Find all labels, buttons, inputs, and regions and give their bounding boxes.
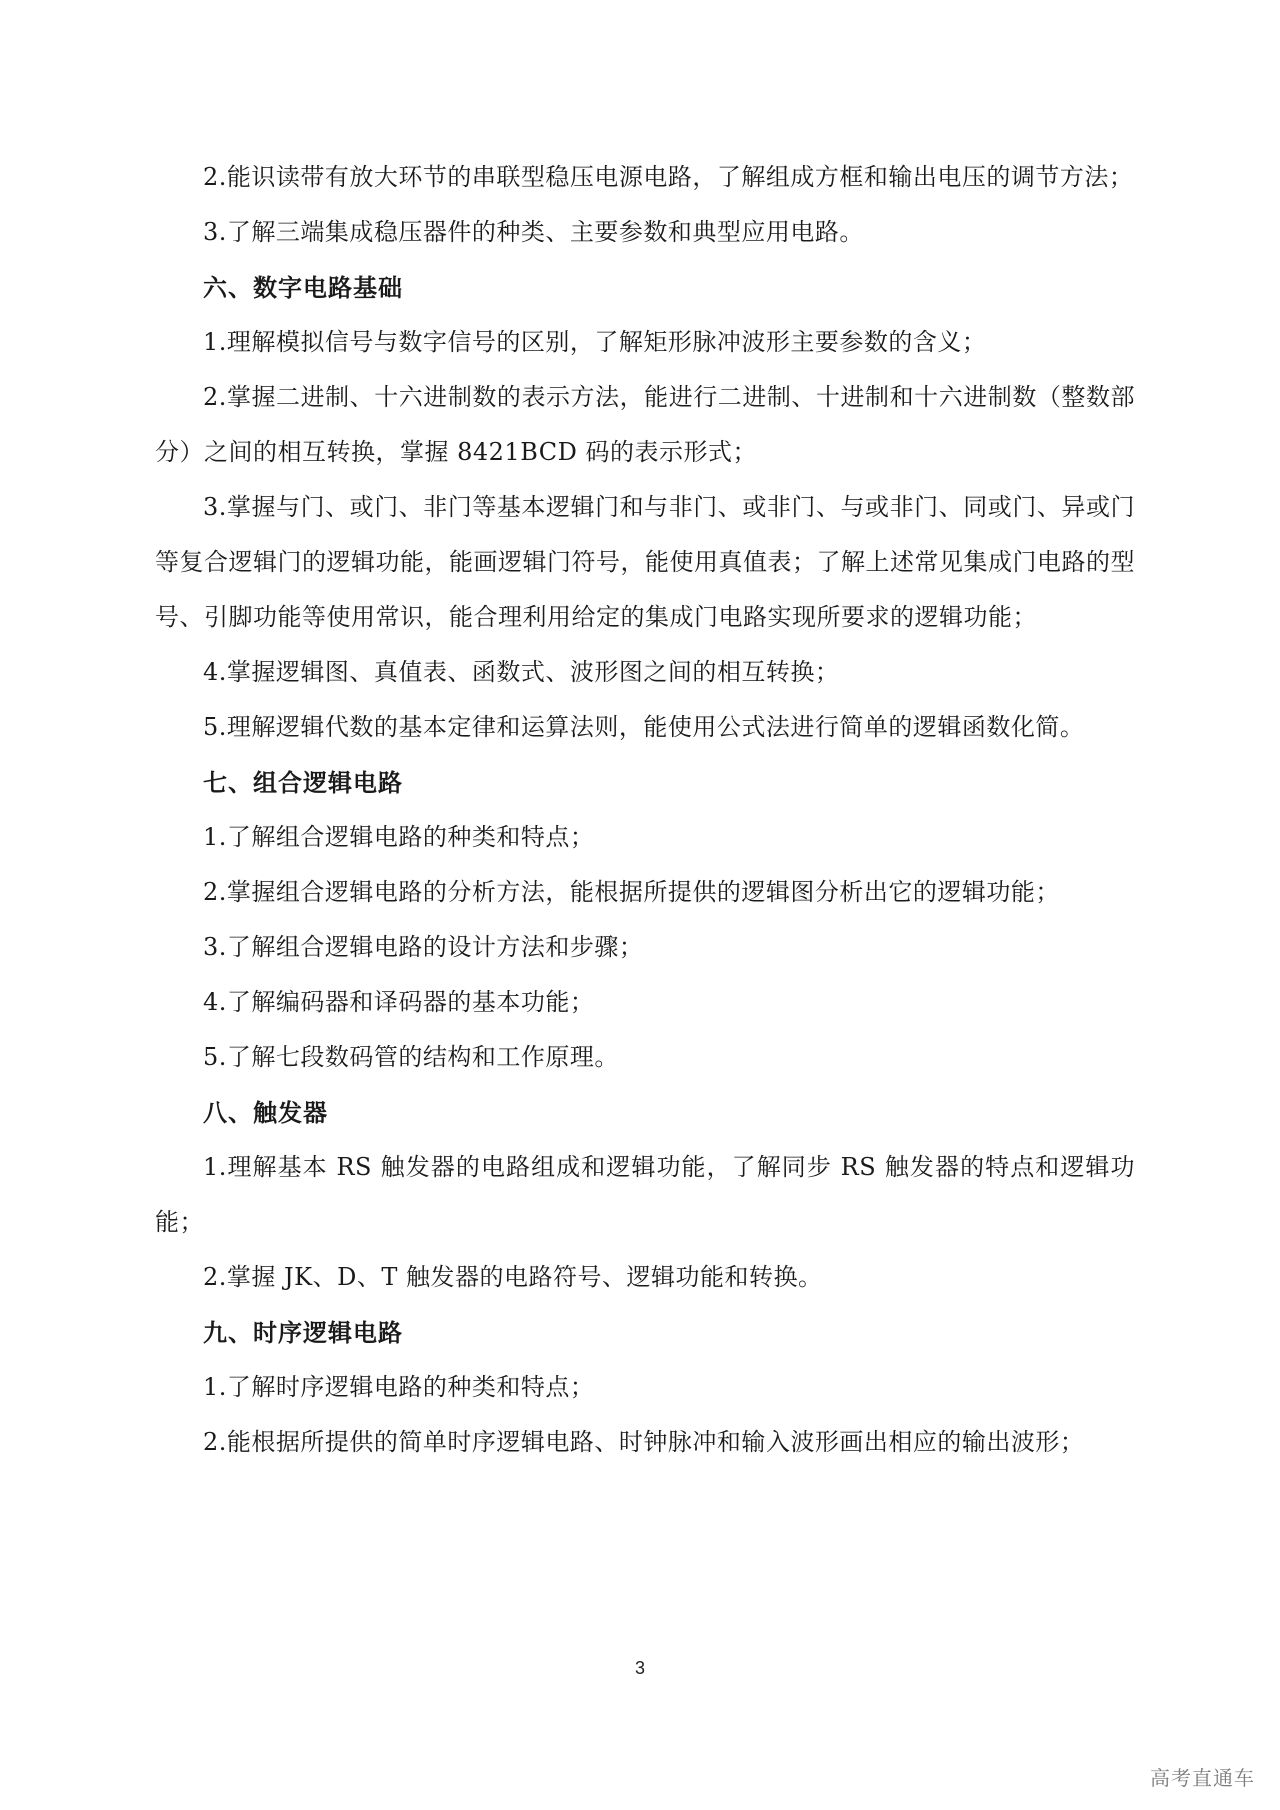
section-heading: 九、时序逻辑电路 xyxy=(203,1318,403,1347)
section-heading: 七、组合逻辑电路 xyxy=(203,768,403,797)
list-item: 1.了解组合逻辑电路的种类和特点； xyxy=(203,823,595,851)
list-item: 4.了解编码器和译码器的基本功能； xyxy=(203,988,595,1016)
list-item: 1.了解时序逻辑电路的种类和特点； xyxy=(203,1373,595,1401)
list-item: 4.掌握逻辑图、真值表、函数式、波形图之间的相互转换； xyxy=(203,658,840,686)
section-heading: 六、数字电路基础 xyxy=(203,273,403,302)
list-item: 1.理解模拟信号与数字信号的区别，了解矩形脉冲波形主要参数的含义； xyxy=(203,328,987,356)
page-number: 3 xyxy=(634,1658,645,1678)
list-item: 3.了解三端集成稳压器件的种类、主要参数和典型应用电路。 xyxy=(203,218,864,246)
watermark-text: 高考直通车 xyxy=(1150,1766,1255,1790)
list-item: 2.能识读带有放大环节的串联型稳压电源电路，了解组成方框和输出电压的调节方法； xyxy=(203,163,1134,191)
list-item: 2.掌握二进制、十六进制数的表示方法，能进行二进制、十进制和十六进制数（整数部分）之间的相互转换，掌握 8421BCD 码的表示形式； xyxy=(155,383,1135,466)
list-item: 2.掌握组合逻辑电路的分析方法，能根据所提供的逻辑图分析出它的逻辑功能； xyxy=(203,878,1060,906)
list-item: 3.了解组合逻辑电路的设计方法和步骤； xyxy=(203,933,644,961)
document-body xyxy=(155,150,1135,1470)
list-item: 2.能根据所提供的简单时序逻辑电路、时钟脉冲和输入波形画出相应的输出波形； xyxy=(203,1428,1085,1456)
list-item: 5.理解逻辑代数的基本定律和运算法则，能使用公式法进行简单的逻辑函数化简。 xyxy=(203,713,1085,741)
list-item: 1.理解基本 RS 触发器的电路组成和逻辑功能，了解同步 RS 触发器的特点和逻辑功能； xyxy=(155,1153,1135,1236)
section-heading: 八、触发器 xyxy=(203,1098,328,1127)
list-item: 3.掌握与门、或门、非门等基本逻辑门和与非门、或非门、与或非门、同或门、异或门等复合逻辑门的逻辑功能，能画逻辑门符号，能使用真值表；了解上述常见集成门电路的型号、引脚功能等使用常识，能合理利用给定的集成门电路实现所要求的逻辑功能； xyxy=(155,493,1135,631)
list-item: 5.了解七段数码管的结构和工作原理。 xyxy=(203,1043,619,1071)
list-item: 2.掌握 JK、D、T 触发器的电路符号、逻辑功能和转换。 xyxy=(203,1263,823,1291)
